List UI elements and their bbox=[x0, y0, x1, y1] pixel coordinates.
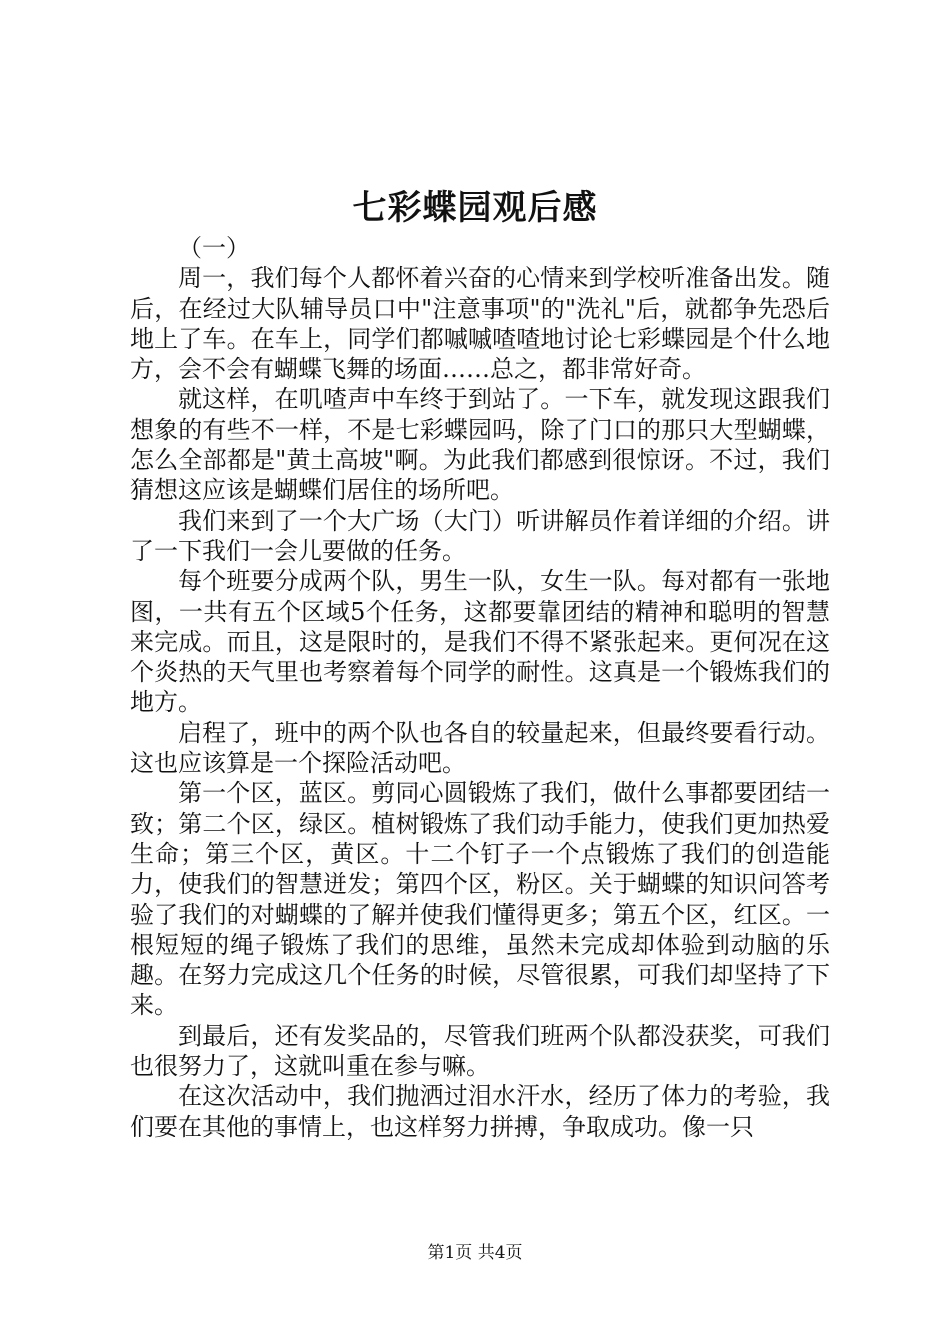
section-number: （一） bbox=[178, 234, 250, 262]
paragraph: 就这样，在叽喳声中车终于到站了。一下车，就发现这跟我们想象的有些不一样，不是七彩蝶园吗，除了门口的那只大型蝴蝶，怎么全部都是"黄土高坡"啊。为此我们都感到很惊讶。不过，我们猜想这应该是蝴蝶们居住的场所吧。 bbox=[130, 385, 830, 505]
paragraph: 到最后，还有发奖品的，尽管我们班两个队都没获奖，可我们也很努力了，这就叫重在参与嘛。 bbox=[130, 1021, 830, 1081]
document-title: 七彩蝶园观后感 bbox=[352, 188, 598, 228]
paragraph: 在这次活动中，我们抛洒过泪水汗水，经历了体力的考验，我们要在其他的事情上，也这样努力拼搏，争取成功。像一只 bbox=[130, 1082, 830, 1141]
document-body bbox=[130, 233, 830, 1142]
page-footer: 第1页 共4页 bbox=[427, 1243, 523, 1263]
paragraph: 周一，我们每个人都怀着兴奋的心情来到学校听准备出发。随后，在经过大队辅导员口中"注意事项"的"洗礼"后，就都争先恐后地上了车。在车上，同学们都嘁嘁喳喳地讨论七彩蝶园是个什么地方，会不会有蝴蝶飞舞的场面……总之，都非常好奇。 bbox=[130, 264, 830, 384]
paragraph: 启程了，班中的两个队也各自的较量起来，但最终要看行动。这也应该算是一个探险活动吧。 bbox=[130, 718, 830, 778]
paragraph: 第一个区，蓝区。剪同心圆锻炼了我们，做什么事都要团结一致；第二个区，绿区。植树锻炼了我们动手能力，使我们更加热爱生命；第三个区，黄区。十二个钉子一个点锻炼了我们的创造能力，使我们的智慧迸发；第四个区，粉区。关于蝴蝶的知识问答考验了我们的对蝴蝶的了解并使我们懂得更多；第五个区，红区。一根短短的绳子锻炼了我们的思维，虽然未完成却体验到动脑的乐趣。在努力完成这几个任务的时候，尽管很累，可我们却坚持了下来。 bbox=[130, 779, 830, 1020]
paragraph: 我们来到了一个大广场（大门）听讲解员作着详细的介绍。讲了一下我们一会儿要做的任务。 bbox=[130, 506, 830, 565]
paragraph: 每个班要分成两个队，男生一队，女生一队。每对都有一张地图，一共有五个区域5个任务，这都要靠团结的精神和聪明的智慧来完成。而且，这是限时的，是我们不得不紧张起来。更何况在这个炎热的天气里也考察着每个同学的耐性。这真是一个锻炼我们的地方。 bbox=[130, 567, 830, 717]
